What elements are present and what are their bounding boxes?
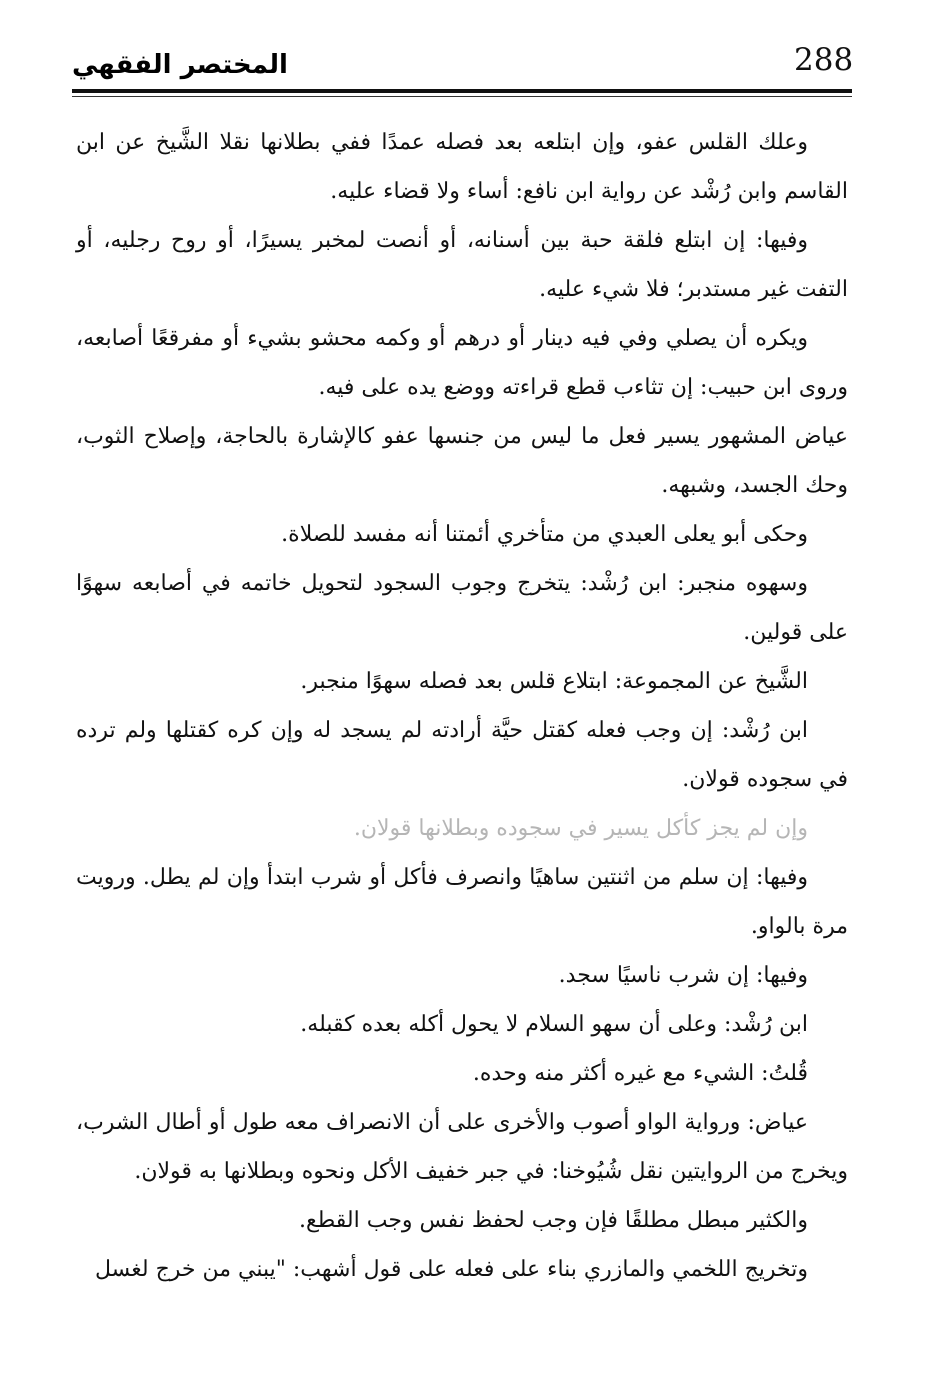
paragraph: عياض: ورواية الواو أصوب والأخرى على أن الانصراف معه طول أو أطال الشرب، ويخرج من الروايتين نقل شُيُوخنا: في جبر خفيف الأكل ونحوه وبطلانها به قولان. xyxy=(76,1110,848,1184)
header-rule xyxy=(72,89,852,93)
page-header xyxy=(72,38,852,90)
paragraph: وسهوه منجبر: ابن رُشْد: يتخرج وجوب السجود لتحويل خاتمه في أصابعه سهوًا على قولين. xyxy=(76,571,848,645)
page-number: 288 xyxy=(794,42,854,78)
paragraph: وعلك القلس عفو، وإن ابتلعه بعد فصله عمدًا ففي بطلانها نقلا الشَّيخ عن ابن القاسم وابن رُشْد عن رواية ابن نافع: أساء ولا قضاء عليه. xyxy=(76,130,848,204)
paragraph: قُلتُ: الشيء مع غيره أكثر منه وحده. xyxy=(472,1061,808,1086)
paragraph-faded: وإن لم يجز كأكل يسير في سجوده وبطلانها قولان. xyxy=(353,816,808,841)
body-text xyxy=(76,118,848,1294)
paragraph: ابن رُشْد: إن وجب فعله كقتل حيَّة أرادته لم يسجد له وإن كره كقتلها ولم ترده في سجوده قولان. xyxy=(76,718,848,792)
paragraph: وفيها: إن شرب ناسيًا سجد. xyxy=(558,963,808,988)
paragraph: وتخريج اللخمي والمازري بناء على فعله على قول أشهب: "يبني من خرج لغسل xyxy=(94,1257,808,1282)
paragraph: عياض المشهور يسير فعل ما ليس من جنسها عفو كالإشارة بالحاجة، وإصلاح الثوب، وحك الجسد، وشبهه. xyxy=(76,424,848,498)
paragraph: ابن رُشْد: وعلى أن سهو السلام لا يحول أكله بعده كقبله. xyxy=(300,1012,808,1037)
paragraph: الشَّيخ عن المجموعة: ابتلاع قلس بعد فصله سهوًا منجبر. xyxy=(300,669,808,694)
paragraph: والكثير مبطل مطلقًا فإن وجب لحفظ نفس وجب القطع. xyxy=(299,1208,808,1233)
paragraph: ويكره أن يصلي وفي فيه دينار أو درهم أو وكمه محشو بشيء أو مفرقعًا أصابعه، وروى ابن حبيب: إن تثاءب قطع قراءته ووضع يده على فيه. xyxy=(76,326,848,400)
header-rule-thin xyxy=(72,96,852,97)
paragraph: وحكى أبو يعلى العبدي من متأخري أئمتنا أنه مفسد للصلاة. xyxy=(281,522,808,547)
book-title: المختصر الفقهي xyxy=(72,50,288,80)
paragraph: وفيها: إن ابتلع فلقة حبة بين أسنانه، أو أنصت لمخبر يسيرًا، أو روح رجليه، أو التفت غير مستدبر؛ فلا شيء عليه. xyxy=(76,228,848,302)
paragraph: وفيها: إن سلم من اثنتين ساهيًا وانصرف فأكل أو شرب ابتدأ وإن لم يطل. ورويت مرة بالواو. xyxy=(76,865,848,939)
